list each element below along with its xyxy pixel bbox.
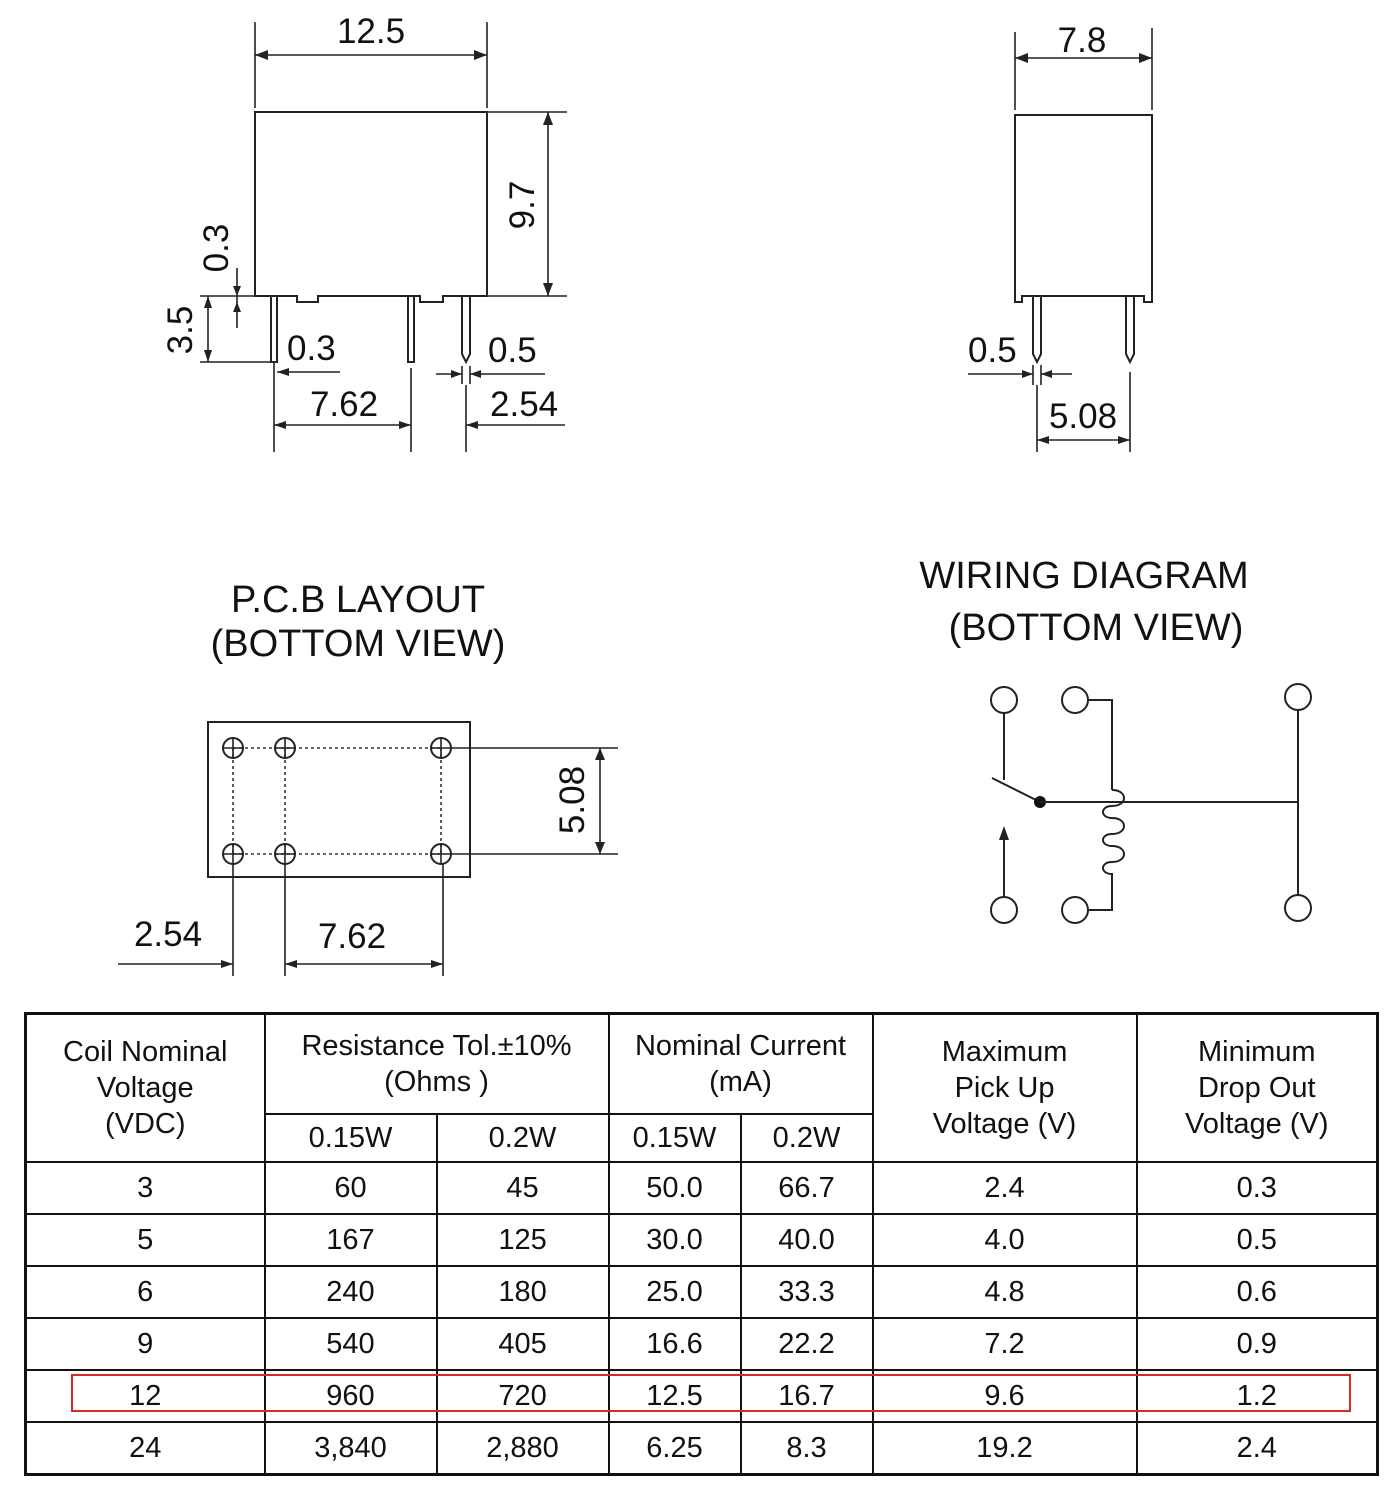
- cell-dropout: 1.2: [1137, 1370, 1378, 1422]
- cell-resistance-02w: 405: [437, 1318, 609, 1370]
- dim-width-12-5: 12.5: [336, 12, 406, 51]
- pcb-hole: [431, 844, 451, 864]
- subheader-resistance-02w: 0.2W: [437, 1114, 609, 1162]
- cell-dropout: 0.3: [1137, 1162, 1378, 1214]
- pin: [408, 296, 414, 362]
- cell-current-02w: 8.3: [741, 1422, 873, 1475]
- terminal-circle: [991, 687, 1017, 713]
- cell-pickup: 19.2: [873, 1422, 1137, 1475]
- cell-resistance-015w: 167: [265, 1214, 437, 1266]
- coil-icon: [1103, 790, 1124, 880]
- header-nominal-current: Nominal Current (mA): [609, 1014, 873, 1115]
- cell-current-015w: 6.25: [609, 1422, 741, 1475]
- pin: [1126, 296, 1134, 362]
- header-dropout-voltage: Minimum Drop Out Voltage (V): [1137, 1014, 1378, 1163]
- cell-current-02w: 22.2: [741, 1318, 873, 1370]
- cell-current-015w: 16.6: [609, 1318, 741, 1370]
- cell-pickup: 4.0: [873, 1214, 1137, 1266]
- cell-resistance-02w: 125: [437, 1214, 609, 1266]
- dim-height-9-7: 9.7: [503, 180, 542, 230]
- pin: [271, 296, 277, 362]
- table-row: [26, 1266, 1378, 1318]
- header-coil-voltage: Coil Nominal Voltage (VDC): [26, 1014, 265, 1163]
- cell-current-02w: 16.7: [741, 1370, 873, 1422]
- front-view: [161, 12, 567, 452]
- table-row: [26, 1214, 1378, 1266]
- dim-pitch-2-54: 2.54: [490, 385, 559, 424]
- cell-coil-voltage: 9: [26, 1318, 265, 1370]
- header-pickup-voltage: Maximum Pick Up Voltage (V): [873, 1014, 1137, 1163]
- pcb-layout-subtitle: (BOTTOM VIEW): [210, 623, 506, 665]
- terminal-circle: [991, 897, 1017, 923]
- cell-current-02w: 66.7: [741, 1162, 873, 1214]
- terminal-circle: [1285, 684, 1311, 710]
- cell-pickup: 9.6: [873, 1370, 1137, 1422]
- coil-spec-table: [24, 1012, 1379, 1476]
- cell-resistance-015w: 240: [265, 1266, 437, 1318]
- pin: [462, 296, 470, 362]
- dim-pin-thickness-0-3: 0.3: [287, 329, 336, 368]
- cell-coil-voltage: 6: [26, 1266, 265, 1318]
- cell-current-015w: 12.5: [609, 1370, 741, 1422]
- pcb-hole: [431, 738, 451, 758]
- cell-pickup: 7.2: [873, 1318, 1137, 1370]
- cell-current-015w: 30.0: [609, 1214, 741, 1266]
- cell-current-015w: 25.0: [609, 1266, 741, 1318]
- cell-resistance-015w: 60: [265, 1162, 437, 1214]
- cell-pickup: 2.4: [873, 1162, 1137, 1214]
- cell-resistance-015w: 3,840: [265, 1422, 437, 1475]
- dim-side-pitch-5-08: 5.08: [1048, 397, 1118, 436]
- cell-resistance-02w: 720: [437, 1370, 609, 1422]
- table-row: [26, 1422, 1378, 1475]
- cell-pickup: 4.8: [873, 1266, 1137, 1318]
- dim-pin-width-0-5: 0.5: [488, 331, 537, 370]
- wiring-diagram: [919, 555, 1311, 923]
- table-row: [26, 1162, 1378, 1214]
- cell-current-02w: 33.3: [741, 1266, 873, 1318]
- side-view: [968, 21, 1152, 452]
- pin: [1033, 296, 1041, 362]
- cell-resistance-015w: 960: [265, 1370, 437, 1422]
- table-row-highlighted: [26, 1370, 1378, 1422]
- table-row: [26, 1318, 1378, 1370]
- dim-side-pin-0-5: 0.5: [968, 331, 1017, 370]
- dim-side-width-7-8: 7.8: [1057, 21, 1107, 60]
- pcb-layout: [118, 579, 618, 976]
- cell-coil-voltage: 12: [26, 1370, 265, 1422]
- cell-resistance-015w: 540: [265, 1318, 437, 1370]
- terminal-circle: [1285, 895, 1311, 921]
- relay-body-front: [255, 112, 487, 302]
- terminal-circle: [1062, 897, 1088, 923]
- coil-spec-table-container: [24, 1012, 1376, 1476]
- dim-pcb-left-2-54: 2.54: [133, 915, 203, 954]
- header-resistance: Resistance Tol.±10% (Ohms ): [265, 1014, 609, 1115]
- cell-coil-voltage: 5: [26, 1214, 265, 1266]
- cell-current-015w: 50.0: [609, 1162, 741, 1214]
- subheader-resistance-015w: 0.15W: [265, 1114, 437, 1162]
- pcb-hole: [275, 738, 295, 758]
- cell-dropout: 0.5: [1137, 1214, 1378, 1266]
- pcb-hole: [275, 844, 295, 864]
- cell-resistance-02w: 2,880: [437, 1422, 609, 1475]
- cell-coil-voltage: 24: [26, 1422, 265, 1475]
- pcb-hole: [223, 738, 243, 758]
- dim-pcb-vertical-5-08: 5.08: [553, 765, 592, 835]
- wiring-diagram-title: WIRING DIAGRAM: [919, 555, 1249, 597]
- pcb-layout-title: P.C.B LAYOUT: [230, 579, 486, 621]
- dim-pin-length-3-5: 3.5: [161, 305, 200, 355]
- dim-pitch-7-62: 7.62: [309, 385, 379, 424]
- dim-gap-0-3: 0.3: [197, 223, 236, 273]
- cell-dropout: 0.9: [1137, 1318, 1378, 1370]
- subheader-current-02w: 0.2W: [741, 1114, 873, 1162]
- terminal-circle: [1062, 687, 1088, 713]
- wiring-diagram-subtitle: (BOTTOM VIEW): [948, 607, 1244, 649]
- cell-current-02w: 40.0: [741, 1214, 873, 1266]
- cell-resistance-02w: 180: [437, 1266, 609, 1318]
- relay-body-side: [1015, 115, 1152, 302]
- cell-dropout: 0.6: [1137, 1266, 1378, 1318]
- switch-arm: [992, 778, 1040, 802]
- cell-resistance-02w: 45: [437, 1162, 609, 1214]
- cell-coil-voltage: 3: [26, 1162, 265, 1214]
- cell-dropout: 2.4: [1137, 1422, 1378, 1475]
- arrow-up-icon: [999, 826, 1009, 840]
- subheader-current-015w: 0.15W: [609, 1114, 741, 1162]
- pcb-hole: [223, 844, 243, 864]
- dim-pcb-middle-7-62: 7.62: [317, 917, 387, 956]
